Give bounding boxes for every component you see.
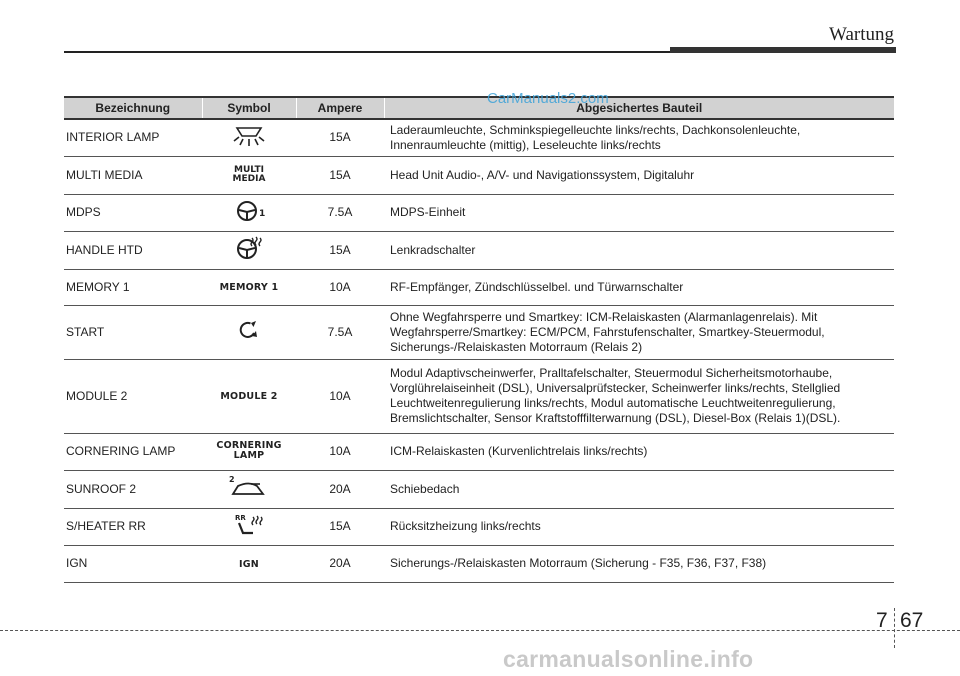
fuse-component-line: Bremslichtschalter, Sensor Kraftstofffilterwarnung (DSL), Diesel-Box (Relais 1)(DSL).	[390, 411, 841, 425]
fuse-name: MDPS	[64, 194, 202, 231]
fuse-component-line: MDPS-Einheit	[390, 205, 466, 219]
table-row	[64, 194, 894, 231]
fuse-symbol	[202, 359, 296, 433]
fuse-symbol	[202, 194, 296, 231]
fuse-component-line: Schiebedach	[390, 481, 460, 496]
fuse-symbol	[202, 305, 296, 359]
fuse-ampere: 15A	[296, 508, 384, 545]
fuse-ampere: 10A	[296, 433, 384, 470]
fuse-component-line: Rücksitzheizung links/rechts	[390, 519, 541, 533]
section-title: Wartung	[829, 24, 894, 45]
fuse-symbol	[202, 508, 296, 545]
fuse-ampere: 15A	[296, 156, 384, 194]
symbol-text-line: MULTI	[233, 164, 264, 175]
fuse-component-line: Modul Adaptivscheinwerfer, Pralltafelschalter, Steuermodul Sicherheitsmotorhaube,	[390, 366, 833, 380]
steering-wheel-1-icon	[229, 197, 269, 225]
fuse-name: START	[64, 305, 202, 359]
fuse-name: MODULE 2	[64, 359, 202, 433]
fuse-component	[384, 545, 894, 582]
header-rule-thick	[670, 47, 896, 53]
module-symbol-text: MODULE 2	[220, 391, 278, 402]
fuse-component	[384, 231, 894, 269]
table-row	[64, 231, 894, 269]
fuse-component-line: RF-Empfänger, Zündschlüsselbel. und Türwarnschalter	[390, 279, 684, 294]
fuse-symbol	[202, 545, 296, 582]
table-row	[64, 470, 894, 508]
fuse-component-line: Sicherungs-/Relaiskasten Motorraum (Sicherung - F35, F36, F37, F38)	[390, 556, 767, 570]
fuse-component-line: Laderaumleuchte, Schminkspiegelleuchte links/rechts, Dachkonsolenleuchte,	[390, 122, 801, 137]
fuse-ampere: 20A	[296, 545, 384, 582]
fuse-symbol	[202, 119, 296, 156]
header-rule-thin	[64, 51, 670, 53]
ign-symbol-text: IGN	[239, 558, 259, 570]
fuse-name: IGN	[64, 545, 202, 582]
fuse-name: SUNROOF 2	[64, 470, 202, 508]
symbol-text-line: LAMP	[233, 450, 265, 461]
fuse-symbol	[202, 433, 296, 470]
fuse-name: CORNERING LAMP	[64, 433, 202, 470]
fuse-ampere: 20A	[296, 470, 384, 508]
fuse-ampere: 15A	[296, 119, 384, 156]
table-row	[64, 433, 894, 470]
fuse-symbol	[202, 269, 296, 305]
fuse-component-line: Leuchtweitenregulierung links/rechts, Modul automatische Leuchtweitenregulierung,	[390, 396, 836, 410]
fuse-component-line: Sicherungs-/Relaiskasten Motorraum (Relais 2)	[390, 339, 643, 354]
fuse-ampere: 10A	[296, 359, 384, 433]
table-row	[64, 119, 894, 156]
table-row	[64, 269, 894, 305]
table-row	[64, 156, 894, 194]
fuse-ampere: 7.5A	[296, 305, 384, 359]
footer-site-watermark: carmanualsonline.info	[503, 646, 754, 672]
fuse-component-line: Head Unit Audio-, A/V- und Navigationssystem, Digitaluhr	[390, 167, 695, 182]
fuse-component-line: Innenraumleuchte (mittig), Leseleuchte links/rechts	[390, 137, 661, 152]
fuse-component	[384, 359, 894, 433]
footer-rule	[0, 630, 960, 631]
fuse-name: HANDLE HTD	[64, 231, 202, 269]
fuse-component-line: Wegfahrsperre/Smartkey: ECM/PCM, Fahrstufenschalter, Smartkey-Steuermodul,	[390, 324, 825, 339]
fuse-symbol	[202, 470, 296, 508]
sunroof-icon-label: 2	[229, 475, 235, 484]
table-row	[64, 545, 894, 582]
heated-steering-wheel-icon	[229, 234, 269, 262]
fuse-component-line: Lenkradschalter	[390, 242, 476, 257]
fuse-name: MULTI MEDIA	[64, 156, 202, 194]
sunroof-2-icon	[227, 473, 271, 501]
fuse-component-line: ICM-Relaiskasten (Kurvenlichtrelais links/rechts)	[390, 444, 648, 458]
fuse-ampere: 15A	[296, 231, 384, 269]
multimedia-symbol-text	[233, 166, 266, 184]
table-row	[64, 305, 894, 359]
column-header-name: Bezeichnung	[64, 97, 202, 119]
column-header-ampere: Ampere	[296, 97, 384, 119]
interior-lamp-icon	[229, 122, 269, 150]
table-row	[64, 508, 894, 545]
memory-symbol-text: MEMORY 1	[219, 282, 279, 293]
column-header-component: Abgesichertes Bauteil	[384, 97, 894, 119]
seat-heater-icon-label: RR	[235, 513, 246, 522]
fuse-ampere: 7.5A	[296, 194, 384, 231]
fuse-name: S/HEATER RR	[64, 508, 202, 545]
fuse-ampere: 10A	[296, 269, 384, 305]
fuse-component	[384, 433, 894, 470]
fuse-table	[64, 96, 894, 583]
fuse-component	[384, 194, 894, 231]
fuse-symbol	[202, 156, 296, 194]
fuse-component	[384, 119, 894, 156]
fuse-symbol	[202, 231, 296, 269]
fuse-name: INTERIOR LAMP	[64, 119, 202, 156]
fuse-component	[384, 156, 894, 194]
table-row	[64, 359, 894, 433]
fuse-name: MEMORY 1	[64, 269, 202, 305]
column-header-symbol: Symbol	[202, 97, 296, 119]
mdps-icon-label: 1	[259, 208, 266, 219]
cornering-symbol-text	[216, 441, 281, 461]
fuse-component	[384, 508, 894, 545]
start-icon	[229, 316, 269, 344]
page-number: 67	[900, 609, 924, 632]
fuse-component	[384, 269, 894, 305]
fuse-component	[384, 305, 894, 359]
table-header-row	[64, 97, 894, 119]
fuse-component	[384, 470, 894, 508]
chapter-number: 7	[876, 609, 888, 632]
symbol-text-line: MEDIA	[232, 173, 266, 184]
rear-seat-heater-icon	[229, 511, 269, 539]
page-number-divider	[894, 608, 896, 648]
watermark: CarManuals2.com	[487, 90, 609, 107]
fuse-component-line: Ohne Wegfahrsperre und Smartkey: ICM-Relaiskasten (Alarmanlagenrelais). Mit	[390, 309, 818, 324]
fuse-component-line: Vorglührelaiseinheit (DSL), Universalprüfstecker, Scheinwerfer links/rechts, Stellglied	[390, 381, 841, 395]
symbol-text-line: CORNERING	[216, 440, 282, 451]
